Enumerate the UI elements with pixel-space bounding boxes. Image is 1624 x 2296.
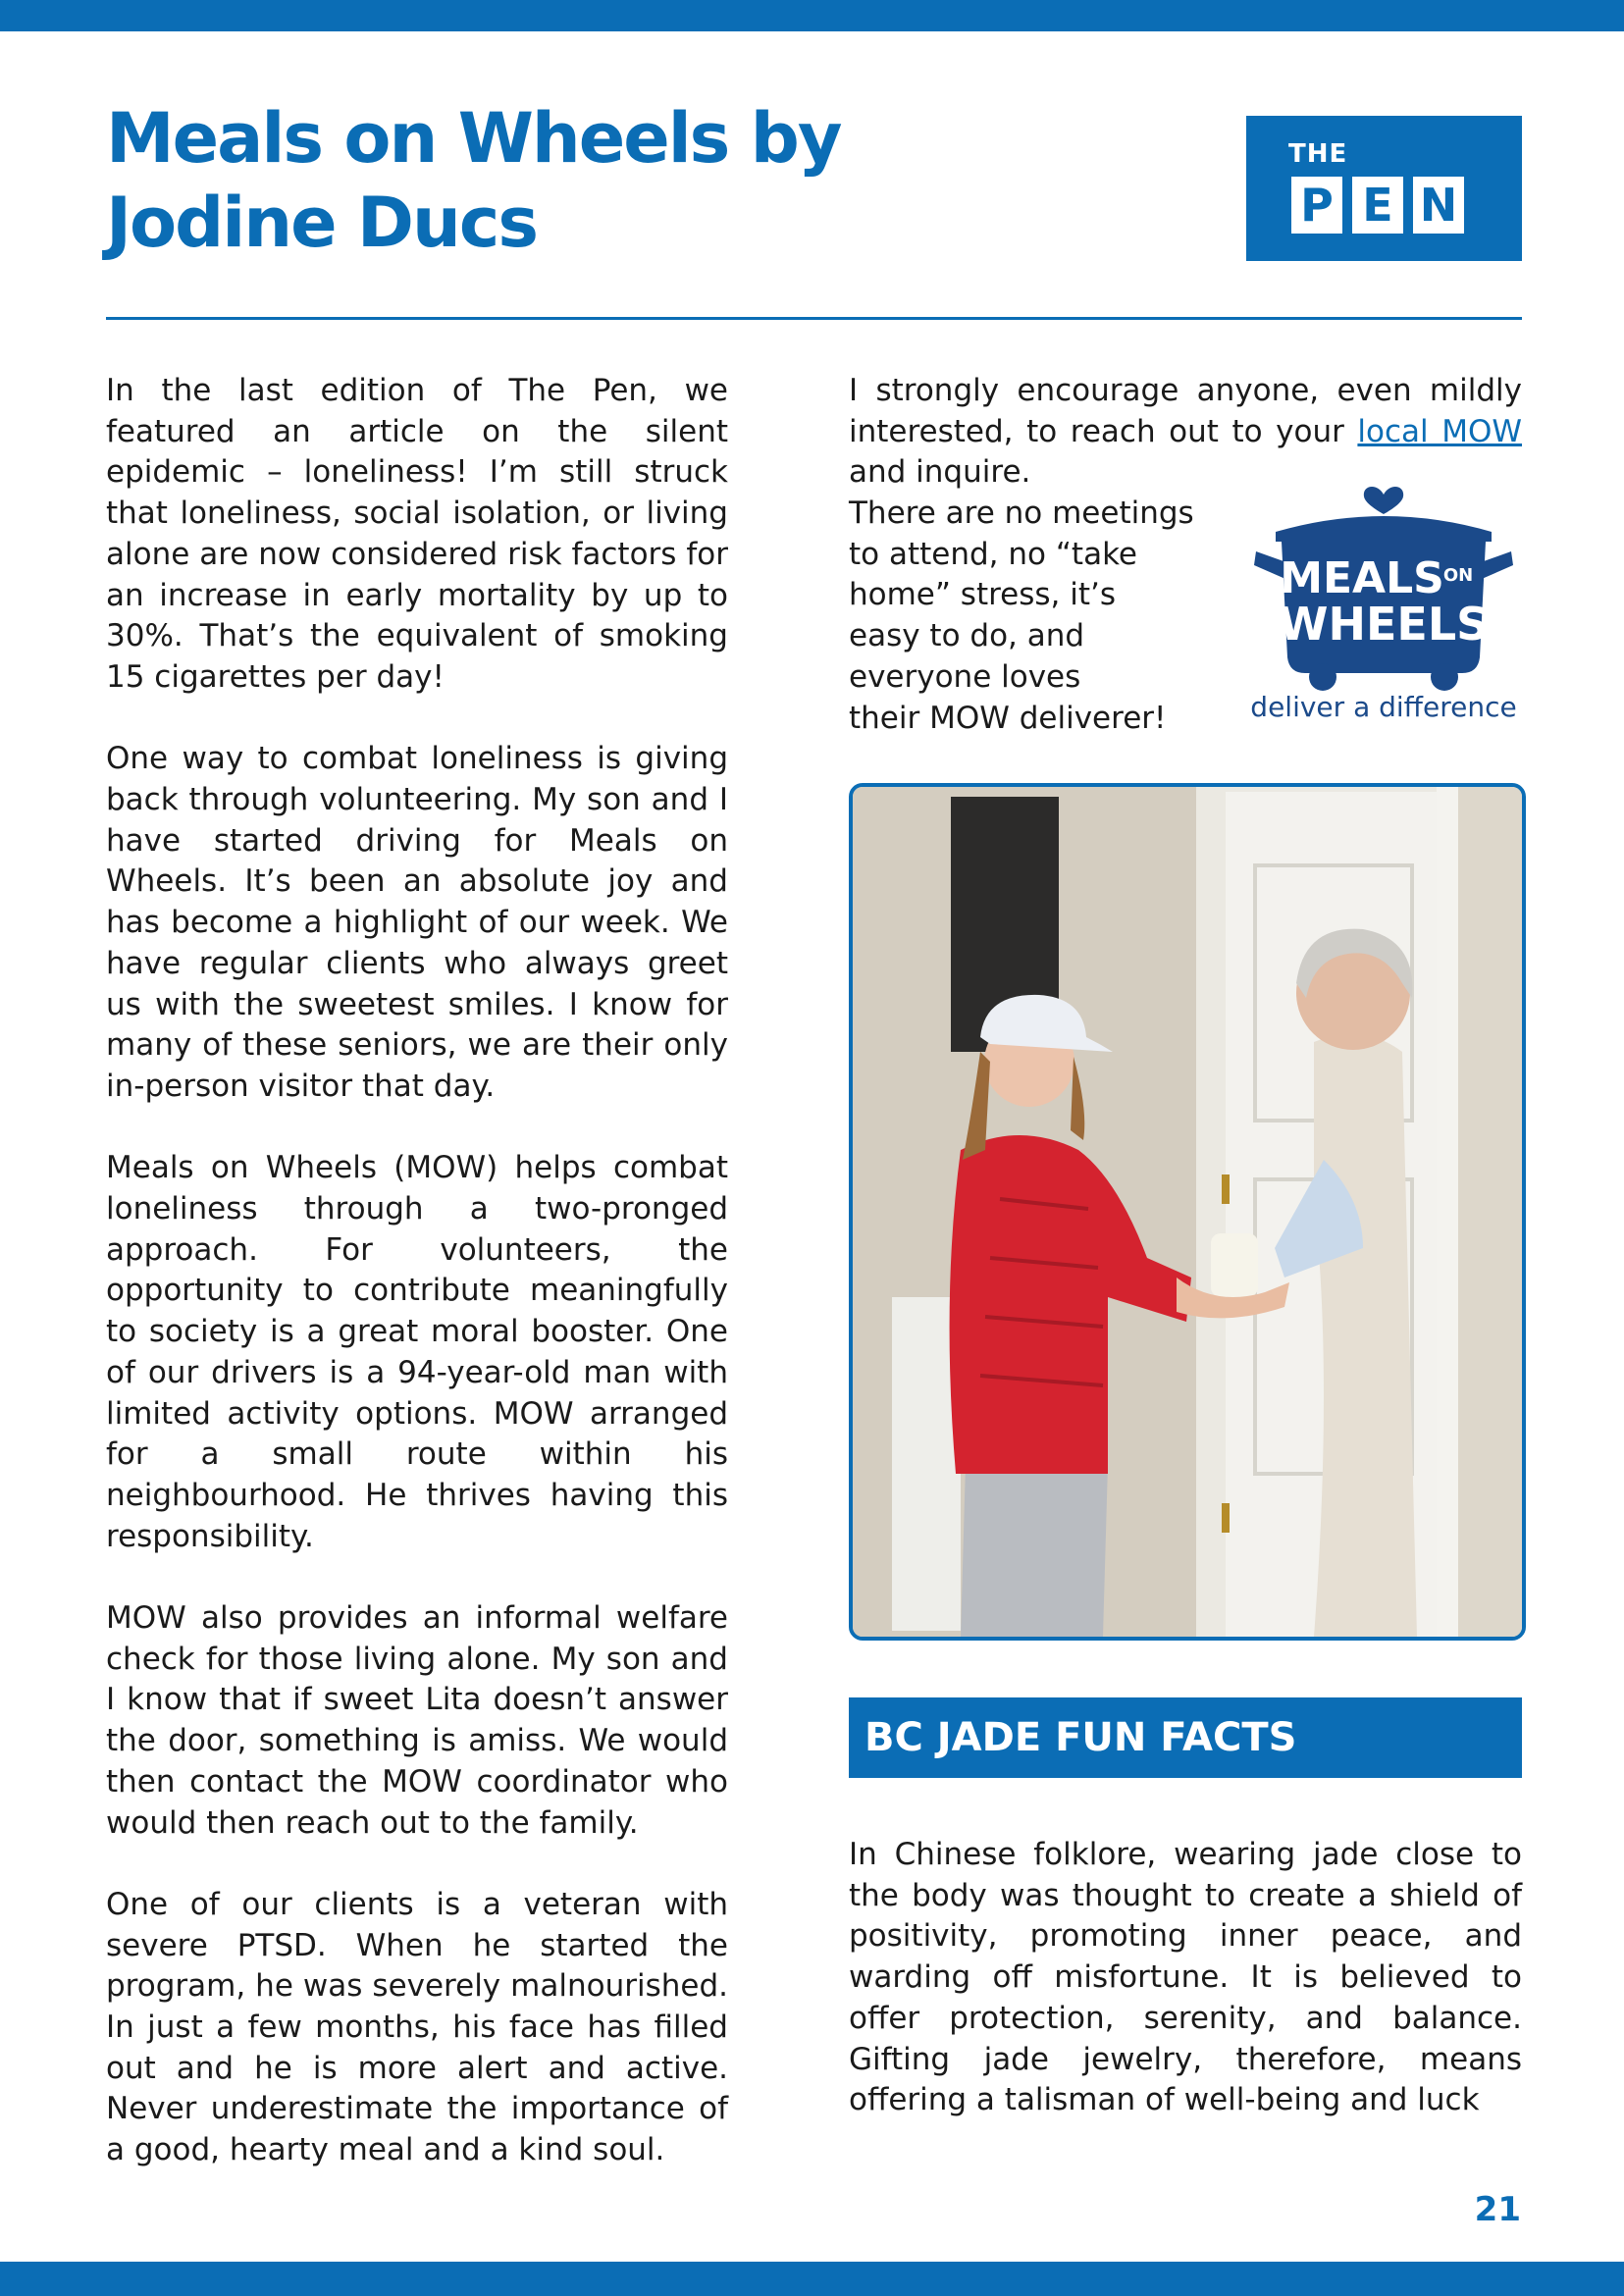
the-pen-logo (1246, 116, 1522, 261)
door-hinge (1222, 1174, 1230, 1204)
logo-meals-text: MEALS (1280, 553, 1444, 603)
wheel-left-icon (1309, 663, 1336, 691)
narrow-line: There are no meetings (849, 496, 1194, 531)
article-paragraph: One of our clients is a veteran with severe PTSD. When he started the program, he was severely malnourished. In just a few months, his face has filled out and he is more alert and active. Never underestimate the importance of a good, hearty meal and a kind soul. (106, 1886, 728, 2168)
logo-letter-n: N (1413, 177, 1464, 234)
logo-on-text: ON (1442, 565, 1474, 586)
article-paragraph: In the last edition of The Pen, we featured an article on the silent epidemic – loneliness! I’m still struck that loneliness, social isolation, or living alone are now considered risk factors for an increase in early mortality by up to 30%. That’s the equivalent of smoking 15 cigarettes per day! (106, 373, 728, 695)
logo-letter-boxes (1291, 177, 1474, 234)
narrow-line: home” stress, it’s (849, 577, 1117, 613)
article-paragraph: One way to combat loneliness is giving back through volunteering. My son and I have started driving for Meals on Wheels. It’s been an absolute joy and has become a highlight of our week. We have regular clients who always greet us with the sweetest smiles. I know for many of these seniors, we are their only in-person visitor that day. (106, 741, 728, 1104)
logo-letter-e: E (1352, 177, 1403, 234)
header-divider (106, 317, 1522, 320)
narrow-line: everyone loves (849, 658, 1081, 695)
intro-text: I strongly encourage anyone, even mildly interested, to reach out to your (849, 373, 1522, 449)
heart-icon (1364, 487, 1403, 514)
page-number: 21 (1474, 2190, 1521, 2229)
article-left-column (106, 371, 728, 2213)
logo-the-text: THE (1288, 139, 1348, 169)
page-title: Meals on Wheels by Jodine Ducs (106, 98, 841, 263)
narrow-line: their MOW deliverer! (849, 700, 1167, 736)
top-bar (0, 0, 1624, 31)
photo-illustration (853, 787, 1522, 1637)
meals-on-wheels-logo (1246, 471, 1521, 728)
right-wall (1451, 787, 1522, 1637)
older-woman-coat (1314, 1034, 1417, 1637)
pot-lid (1276, 516, 1492, 542)
jade-section-heading: BC JADE FUN FACTS (849, 1697, 1522, 1778)
pot-handle-right (1482, 551, 1513, 579)
wheel-right-icon (1431, 663, 1458, 691)
narrow-line: to attend, no “take (849, 536, 1137, 572)
intro-text-end: and inquire. (849, 454, 1031, 491)
narrow-line: easy to do, and (849, 618, 1085, 654)
logo-wheels-text: WHEELS (1278, 598, 1490, 651)
article-right-narrow (849, 494, 1222, 739)
local-mow-link[interactable]: local MOW (1357, 413, 1522, 449)
logo-tagline-text: deliver a difference (1250, 691, 1517, 723)
article-paragraph: MOW also provides an informal welfare check for those living alone. My son and I know that if sweet Lita doesn’t answer the door, something is amiss. We would then contact the MOW coordinator who would then reach out to the family. (106, 1600, 728, 1841)
bottom-bar (0, 2262, 1624, 2296)
volunteer-delivery-photo (849, 783, 1526, 1641)
jade-paragraph: In Chinese folklore, wearing jade close to the body was thought to create a shield of positivity, promoting inner peace, and warding off misfortune. It is believed to offer protection, serenity, and balance. Gifting jade jewelry, therefore, means offering a talisman of well-being and luck (849, 1837, 1522, 2118)
young-man-legs (961, 1464, 1108, 1637)
meal-container (1211, 1233, 1258, 1297)
logo-letter-p: P (1291, 177, 1342, 234)
article-paragraph: Meals on Wheels (MOW) helps combat loneliness through a two-pronged approach. For volunteers, the opportunity to contribute meaningfully to society is a great moral booster. One of our drivers is a 94-year-old man with limited activity options. MOW arranged for a small route within his neighbourhood. He thrives having this responsibility. (106, 1150, 728, 1554)
